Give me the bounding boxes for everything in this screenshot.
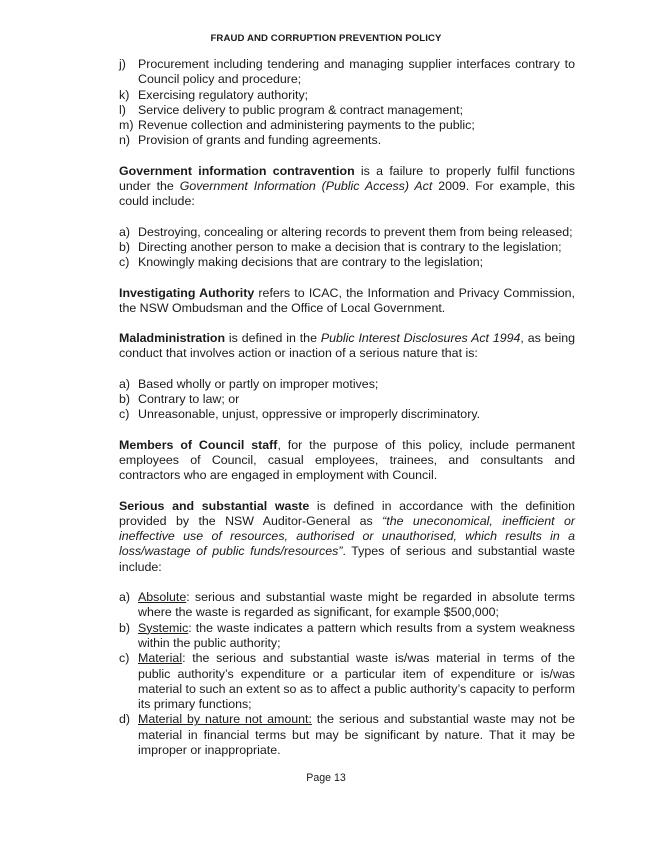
list-item: [119, 712, 575, 758]
definition-term: Members of Council staff: [119, 437, 278, 452]
gov-info-definition: [119, 164, 575, 210]
list-text: Based wholly or partly on improper motives;: [138, 376, 379, 391]
maladministration-definition: [119, 331, 575, 362]
list-item: [119, 57, 575, 88]
list-marker: c): [119, 651, 130, 666]
list-item: [119, 133, 575, 148]
list-text: Provision of grants and funding agreements.: [138, 133, 382, 148]
list-marker: a): [119, 224, 131, 239]
list-marker: k): [119, 87, 130, 102]
waste-types-list: [119, 590, 575, 758]
definition-text: is defined in the: [225, 331, 321, 346]
list-text: Revenue collection and administering payments to the public;: [138, 118, 475, 133]
investigating-authority-definition: [119, 286, 575, 317]
council-staff-definition: [119, 438, 575, 484]
definition-text: . Types of serious and substantial waste include:: [119, 544, 575, 574]
maladministration-list: [119, 377, 575, 423]
list-marker: l): [119, 102, 126, 117]
waste-definition: [119, 499, 575, 575]
definition-text: , for the purpose of this policy, include permanent employees of Council, casual employees, trainees, and consultants and contractors who are engaged in employment with Council.: [119, 437, 575, 483]
act-name: Government Information (Public Access) Act: [179, 179, 433, 194]
list-marker: a): [119, 376, 131, 391]
list-marker: b): [119, 239, 131, 254]
definition-term: Government information contravention: [119, 163, 355, 178]
list-text: : the waste indicates a pattern which results from a system weakness within the public authority;: [138, 620, 575, 650]
list-marker: c): [119, 407, 130, 422]
list-marker: m): [119, 118, 134, 133]
waste-type-label: Material by nature not amount:: [138, 712, 312, 727]
list-text: Knowingly making decisions that are contrary to the legislation;: [138, 255, 484, 270]
definition-text: 2009. For example, this could include:: [119, 179, 575, 209]
definition-term: Investigating Authority: [119, 285, 255, 300]
list-item: [119, 377, 575, 392]
list-item: [119, 590, 575, 621]
list-item: [119, 392, 575, 407]
definition-term: Maladministration: [119, 331, 226, 346]
list-marker: b): [119, 392, 131, 407]
list-item: [119, 225, 575, 240]
list-marker: j): [119, 57, 126, 71]
act-name: Public Interest Disclosures Act 1994: [320, 331, 521, 346]
page-number: Page 13: [306, 772, 346, 784]
gov-info-list: [119, 225, 575, 271]
waste-type-label: Material: [138, 651, 183, 666]
definition-text: is defined in accordance with the definition provided by the NSW Auditor-General as: [119, 498, 575, 528]
definition-text: refers to ICAC, the Information and Privacy Commission, the NSW Ombudsman and the Office of Local Government.: [119, 285, 576, 315]
list-marker: d): [119, 712, 131, 727]
page-content: [119, 57, 575, 758]
definition-term: Serious and substantial waste: [119, 498, 310, 513]
list-item: [119, 255, 575, 270]
list-text: : the serious and substantial waste is/was material in terms of the public authority’s expenditure or a particular item of expenditure or is/was material to such an extent so as to affect a public authority’s capacity to perform its primary functions;: [138, 651, 575, 712]
list-text: the serious and substantial waste may not be material in financial terms but may be significant by nature. That it may be improper or inappropriate.: [138, 712, 575, 757]
list-text: Unreasonable, unjust, oppressive or improperly discriminatory.: [138, 407, 481, 422]
list-item: [119, 118, 575, 133]
list-item: [119, 103, 575, 118]
list-text: Directing another person to make a decision that is contrary to the legislation;: [138, 239, 562, 254]
list-text: : serious and substantial waste might be regarded in absolute terms where the waste is regarded as significant, for example $500,000;: [138, 590, 575, 620]
list-text: Contrary to law; or: [138, 392, 240, 407]
list-marker: b): [119, 620, 131, 635]
list-item: [119, 621, 575, 652]
list-marker: c): [119, 255, 130, 270]
list-marker: n): [119, 133, 131, 148]
page-header: FRAUD AND CORRUPTION PREVENTION POLICY: [210, 33, 442, 44]
list-text: Procurement including tendering and managing supplier interfaces contrary to Council policy and procedure;: [138, 57, 575, 87]
list-marker: a): [119, 590, 131, 605]
list-item: [119, 651, 575, 712]
list-item: [119, 240, 575, 255]
definition-text: , as being conduct that involves action or inaction of a serious nature that is:: [119, 331, 575, 361]
list-text: Destroying, concealing or altering records to prevent them from being released;: [138, 224, 573, 239]
definition-text: is a failure to properly fulfil functions under the: [119, 163, 575, 194]
list-item: [119, 407, 575, 422]
list-item: [119, 88, 575, 103]
auditor-general-quote: “the uneconomical, inefficient or ineffective use of resources, authorised or unauthorised, which results in a loss/wastage of public funds/resources”: [119, 513, 575, 559]
waste-type-label: Systemic: [138, 620, 189, 635]
activity-list: [119, 57, 575, 149]
list-text: Service delivery to public program & contract management;: [138, 102, 464, 117]
list-text: Exercising regulatory authority;: [138, 87, 309, 102]
waste-type-label: Absolute: [138, 590, 187, 605]
